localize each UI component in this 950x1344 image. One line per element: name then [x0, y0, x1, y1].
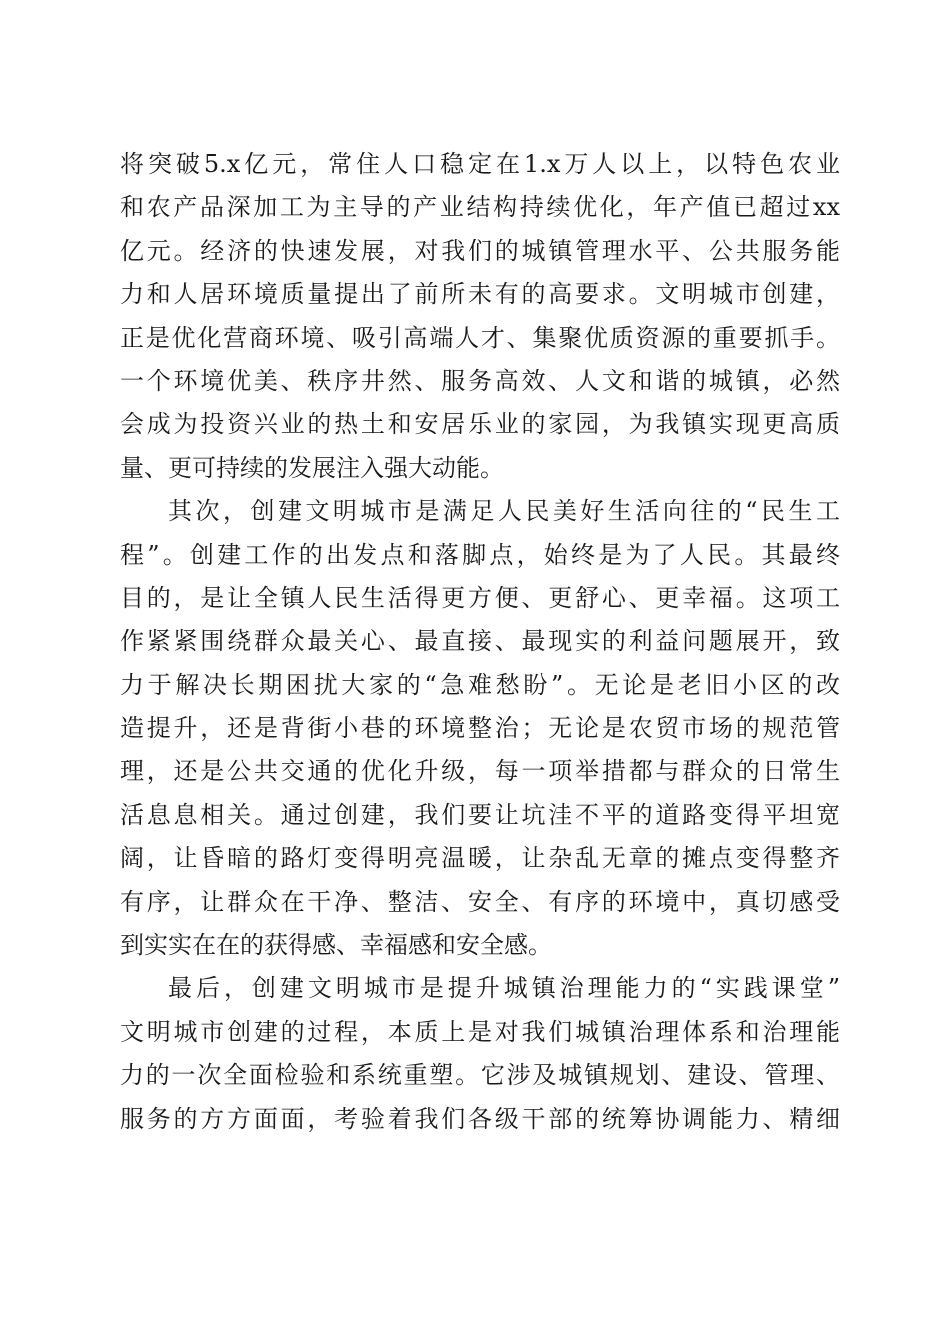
- text-line: 力的一次全面检验和系统重塑。它涉及城镇规划、建设、管理、: [120, 1061, 840, 1090]
- text-line: 力和人居环境质量提出了前所未有的高要求。文明城市创建，: [120, 280, 840, 309]
- text-line: 造提升，还是背街小巷的环境整治；无论是农贸市场的规范管: [120, 714, 840, 743]
- text-line: 到实实在在的获得感、幸福感和安全感。: [120, 931, 552, 960]
- text-line: 会成为投资兴业的热土和安居乐业的家园，为我镇实现更高质: [120, 410, 840, 439]
- text-line: 一个环境优美、秩序井然、服务高效、人文和谐的城镇，必然: [120, 366, 840, 395]
- text-line: 程”。创建工作的出发点和落脚点，始终是为了人民。其最终: [120, 540, 840, 569]
- body-text: [120, 143, 840, 1141]
- text-line: 和农产品深加工为主导的产业结构持续优化，年产值已超过xx: [120, 193, 840, 222]
- paragraph-start-line: 最后，创建文明城市是提升城镇治理能力的“实践课堂”: [168, 974, 840, 1003]
- text-line: 亿元。经济的快速发展，对我们的城镇管理水平、公共服务能: [120, 236, 840, 265]
- text-line: 服务的方方面面，考验着我们各级干部的统筹协调能力、精细: [120, 1104, 840, 1133]
- text-line: 目的，是让全镇人民生活得更方便、更舒心、更幸福。这项工: [120, 583, 840, 612]
- text-line: 量、更可持续的发展注入强大动能。: [120, 453, 504, 482]
- text-line: 有序，让群众在干净、整洁、安全、有序的环境中，真切感受: [120, 887, 840, 916]
- text-line: 作紧紧围绕群众最关心、最直接、最现实的利益问题展开，致: [120, 627, 840, 656]
- text-line: 力于解决长期困扰大家的“急难愁盼”。无论是老旧小区的改: [120, 670, 840, 699]
- text-line: 文明城市创建的过程，本质上是对我们城镇治理体系和治理能: [120, 1017, 840, 1046]
- paragraph-start-line: 其次，创建文明城市是满足人民美好生活向往的“民生工: [168, 497, 840, 526]
- text-line: 正是优化营商环境、吸引高端人才、集聚优质资源的重要抓手。: [120, 323, 840, 352]
- text-line: 将突破5.x亿元，常住人口稳定在1.x万人以上，以特色农业: [120, 150, 840, 178]
- text-line: 阔，让昏暗的路灯变得明亮温暖，让杂乱无章的摊点变得整齐: [120, 844, 840, 873]
- text-line: 活息息相关。通过创建，我们要让坑洼不平的道路变得平坦宽: [120, 800, 840, 829]
- text-line: 理，还是公共交通的优化升级，每一项举措都与群众的日常生: [120, 757, 840, 786]
